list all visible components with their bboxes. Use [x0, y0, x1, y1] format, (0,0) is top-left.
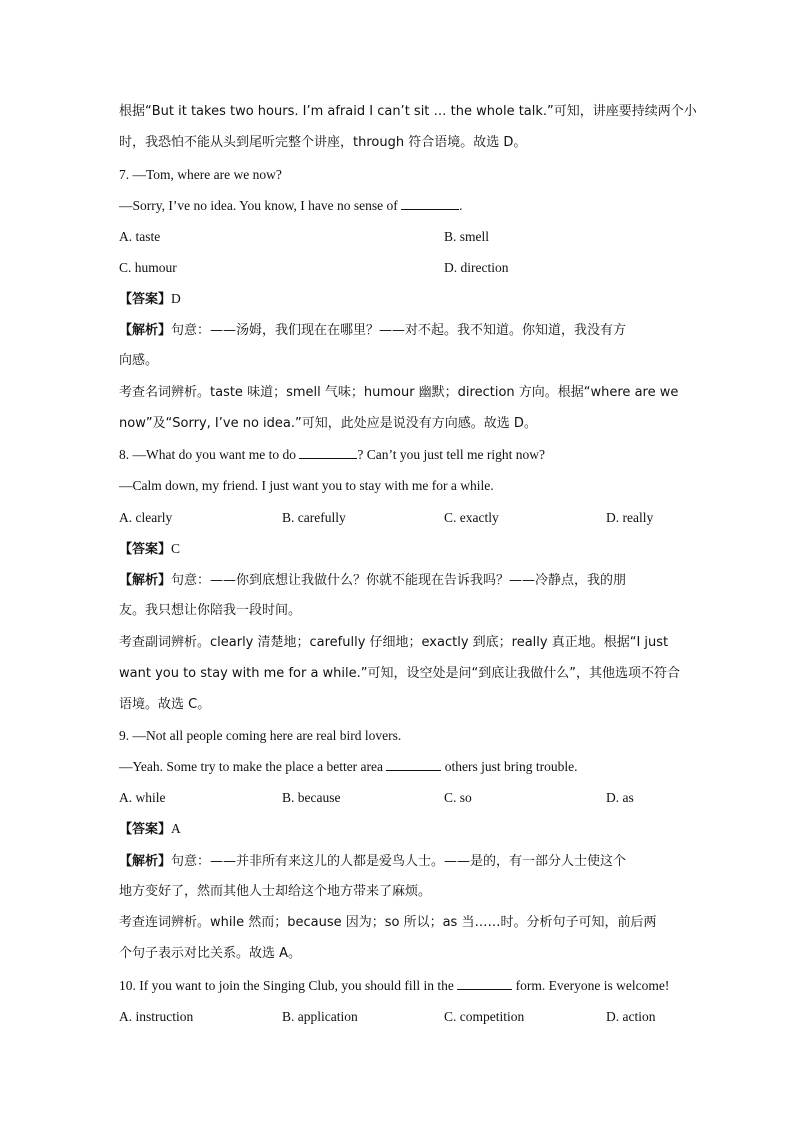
- analysis-line: [119, 571, 626, 590]
- option-b: B. application: [282, 1009, 358, 1024]
- analysis-text: 句意：——你到底想让我做什么？你就不能现在告诉我吗？——冷静点，我的朋: [171, 573, 627, 588]
- analysis-text: 语境。故选 C。: [119, 697, 211, 712]
- question-8-text: 8. —What do you want me to do: [119, 447, 300, 462]
- question-8-stem: [119, 446, 545, 464]
- analysis-text: 个句子表示对比关系。故选 A。: [119, 946, 302, 961]
- analysis-text: now”及“Sorry, I’ve no idea.”可知，此处应是说没有方向感。故选 D。: [119, 416, 537, 431]
- analysis-text: 地方变好了，然而其他人士却给这个地方带来了麻烦。: [119, 884, 432, 899]
- answer-tag: 【答案】: [119, 822, 172, 837]
- question-10-stem: [119, 977, 669, 995]
- option-d: D. really: [606, 510, 654, 525]
- answer-tag: 【答案】: [119, 542, 172, 557]
- answer-value: C: [171, 541, 181, 556]
- analysis-tag: 【解析】: [119, 573, 172, 588]
- analysis-tag: 【解析】: [119, 323, 172, 338]
- punctuation: .: [459, 198, 463, 213]
- question-7-dialog: [119, 197, 462, 215]
- option-b: B. carefully: [282, 510, 346, 525]
- answer-line: [119, 820, 181, 839]
- option-d: D. direction: [444, 260, 509, 275]
- answer-blank: [457, 977, 512, 990]
- question-7-stem: 7. —Tom, where are we now?: [119, 167, 282, 182]
- option-a: A. instruction: [119, 1009, 194, 1024]
- option-d: D. action: [606, 1009, 656, 1024]
- question-9-dialog: [119, 758, 578, 776]
- option-b: B. because: [282, 790, 341, 805]
- question-9-text: others just bring trouble.: [441, 759, 578, 774]
- analysis-text: 考查连词辨析。while 然而；because 因为；so 所以；as 当……时。分析句子可知，前后两: [119, 915, 657, 930]
- answer-tag: 【答案】: [119, 292, 172, 307]
- analysis-text: want you to stay with me for a while.”可知，设空处是问“到底让我做什么”，其他选项不符合: [119, 666, 680, 681]
- option-c: C. competition: [444, 1009, 525, 1024]
- analysis-line: [119, 321, 626, 340]
- answer-line: [119, 290, 181, 309]
- analysis-text: 友。我只想让你陪我一段时间。: [119, 603, 302, 618]
- answer-value: D: [171, 291, 181, 306]
- explanation-text: 根据“But it takes two hours. I’m afraid I can’t sit … the whole talk.”可知，讲座要持续两个小: [119, 104, 697, 119]
- option-b: B. smell: [444, 229, 490, 244]
- answer-blank: [401, 197, 459, 210]
- question-8-dialog: —Calm down, my friend. I just want you to stay with me for a while.: [119, 478, 494, 493]
- question-7-dialog-text: —Sorry, I’ve no idea. You know, I have no sense of: [119, 198, 402, 213]
- option-d: D. as: [606, 790, 634, 805]
- option-a: A. taste: [119, 229, 161, 244]
- answer-line: [119, 540, 180, 559]
- analysis-line: [119, 852, 626, 871]
- option-c: C. exactly: [444, 510, 499, 525]
- analysis-text: 考查副词辨析。clearly 清楚地；carefully 仔细地；exactly 到底；really 真正地。根据“I just: [119, 635, 669, 650]
- option-a: A. while: [119, 790, 166, 805]
- explanation-text: 时，我恐怕不能从头到尾听完整个讲座，through 符合语境。故选 D。: [119, 135, 527, 150]
- analysis-tag: 【解析】: [119, 854, 172, 869]
- option-c: C. humour: [119, 260, 177, 275]
- analysis-text: 向感。: [119, 353, 159, 368]
- question-8-text: ? Can’t you just tell me right now?: [357, 447, 545, 462]
- question-9-stem: 9. —Not all people coming here are real bird lovers.: [119, 728, 402, 743]
- option-c: C. so: [444, 790, 472, 805]
- answer-blank: [299, 446, 357, 459]
- analysis-text: 句意：——并非所有来这儿的人都是爱鸟人士。——是的，有一部分人士使这个: [171, 854, 627, 869]
- option-a: A. clearly: [119, 510, 173, 525]
- analysis-text: 考查名词辨析。taste 味道；smell 气味；humour 幽默；direction 方向。根据“where are we: [119, 385, 679, 400]
- question-9-text: —Yeah. Some try to make the place a better area: [119, 759, 387, 774]
- answer-blank: [386, 758, 441, 771]
- question-10-text: 10. If you want to join the Singing Club, you should fill in the: [119, 978, 458, 993]
- question-10-text: form. Everyone is welcome!: [512, 978, 670, 993]
- analysis-text: 句意：——汤姆，我们现在在哪里？——对不起。我不知道。你知道，我没有方: [171, 323, 627, 338]
- answer-value: A: [171, 821, 181, 836]
